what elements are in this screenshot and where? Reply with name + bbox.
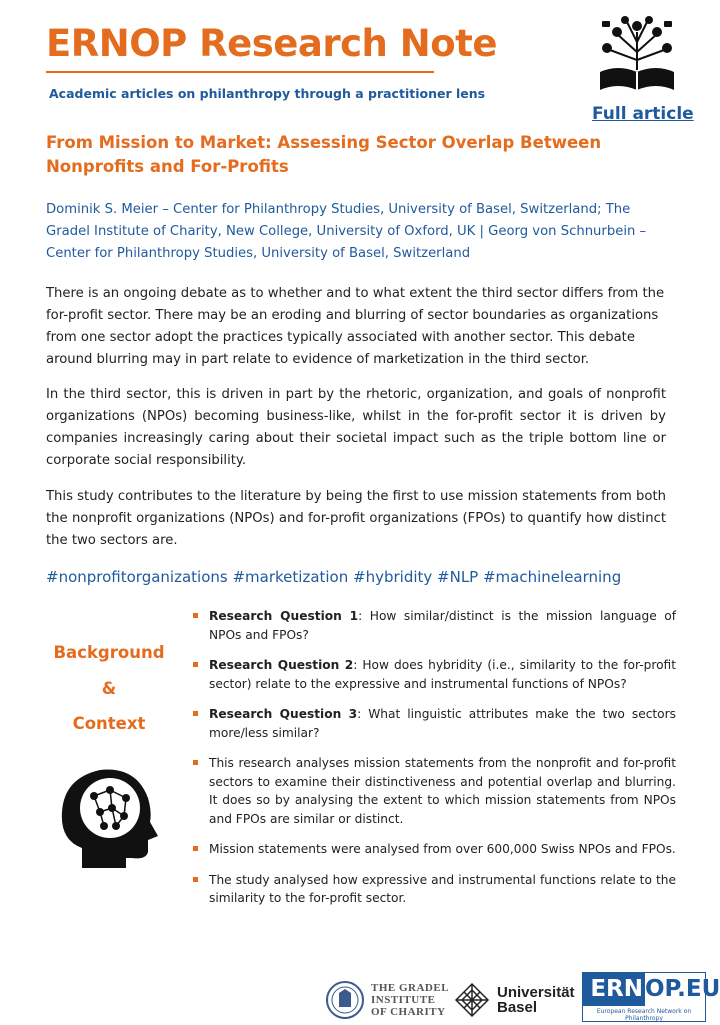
bullet-text: This research analyses mission statements from the nonprofit and for-profit sectors to examine their distinctiveness and potential overlap and blurring. It does so by analysing the extent to which mission statements from NPOs and FPOs are similar or distinct. <box>209 756 676 826</box>
background-bullet-list <box>193 607 676 920</box>
bullet-square-icon <box>193 760 198 765</box>
gradel-institute-logo <box>371 982 449 1018</box>
title-underline <box>46 71 434 73</box>
hashtags: #nonprofitorganizations #marketization #hybridity #NLP #machinelearning <box>46 568 622 586</box>
gradel-line-1: THE GRADEL <box>371 982 450 994</box>
bullet-square-icon <box>193 877 198 882</box>
bullet-research-question-1 <box>193 607 676 644</box>
head-network-icon <box>52 760 164 870</box>
bullet-label: Research Question 2 <box>209 658 354 672</box>
bullet-text: : What linguistic attributes make the two sectors more/less similar? <box>209 707 676 740</box>
intro-paragraph-2: In the third sector, this is driven in part by the rhetoric, organization, and goals of nonprofit organizations (NPOs) becoming business-like, whilst in the for-profit sector it is driven by companies increasingly caring about their societal impact such as the triple bottom line or corporate social responsibility. <box>46 387 666 468</box>
context-heading: Context <box>72 714 146 733</box>
bullet-square-icon <box>193 662 198 667</box>
full-article-link[interactable]: Full article <box>592 104 694 124</box>
gradel-line-2: INSTITUTE <box>371 994 436 1006</box>
article-title: From Mission to Market: Assessing Sector Overlap Between Nonprofits and For-Profits <box>46 133 602 176</box>
basel-mark-icon <box>452 980 492 1020</box>
bullet-text: : How similar/distinct is the mission language of NPOs and FPOs? <box>209 609 677 642</box>
bullet-square-icon <box>193 846 198 851</box>
ernop-tagline: European Research Network on Philanthropy <box>596 1008 692 1022</box>
background-heading: Background <box>53 643 165 662</box>
bullet-method <box>193 754 676 828</box>
page-subtitle: Academic articles on philanthropy through a practitioner lens <box>49 86 486 101</box>
basel-line-1: Universität <box>497 984 575 1001</box>
basel-university-logo <box>497 985 575 1015</box>
bullet-label: Research Question 1 <box>209 609 359 623</box>
bullet-text: : How does hybridity (i.e., similarity to the for-profit sector) relate to the expressive and instrumental functions of NPOs? <box>209 658 676 691</box>
intro-paragraph-3: This study contributes to the literature by being the first to use mission statements from both the nonprofit organizations (NPOs) and for-profit organizations (FPOs) to quantify how distinct the two sectors are. <box>46 489 666 548</box>
bullet-text: Mission statements were analysed from over 600,000 Swiss NPOs and FPOs. <box>209 842 676 856</box>
bullet-data <box>193 840 676 859</box>
intro-paragraph-1: There is an ongoing debate as to whether and to what extent the third sector differs from the for-profit sector. There may be an eroding and blurring of sector boundaries as organizations from one sector adopt the practices typically associated with another sector. This debate around blurring may in part relate to evidence of marketization in the third sector. <box>46 286 665 367</box>
basel-line-2: Basel <box>497 999 538 1016</box>
background-ampersand: & <box>101 679 117 698</box>
bullet-square-icon <box>193 613 198 618</box>
oxford-seal-icon <box>325 980 365 1020</box>
bullet-research-question-2 <box>193 656 676 693</box>
bullet-analysis <box>193 871 676 908</box>
bullet-research-question-3 <box>193 705 676 742</box>
bullet-label: Research Question 3 <box>209 707 358 721</box>
article-authors: Dominik S. Meier – Center for Philanthropy Studies, University of Basel, Switzerland; The Gradel Institute of Charity, New College, University of Oxford, UK | Georg von Schnurbein – Center for Philanthropy Studies, University of Basel, Switzerland <box>46 202 647 261</box>
ernop-logo-left: ERN <box>583 973 645 1006</box>
gradel-line-3: OF CHARITY <box>371 1006 446 1018</box>
ernop-logo-right: OP.EU <box>645 976 720 1002</box>
bullet-square-icon <box>193 711 198 716</box>
page-title: ERNOP Research Note <box>46 22 497 65</box>
bullet-text: The study analysed how expressive and instrumental functions relate to the similarity to the for-profit sector. <box>209 872 676 905</box>
book-tree-icon <box>592 12 682 98</box>
